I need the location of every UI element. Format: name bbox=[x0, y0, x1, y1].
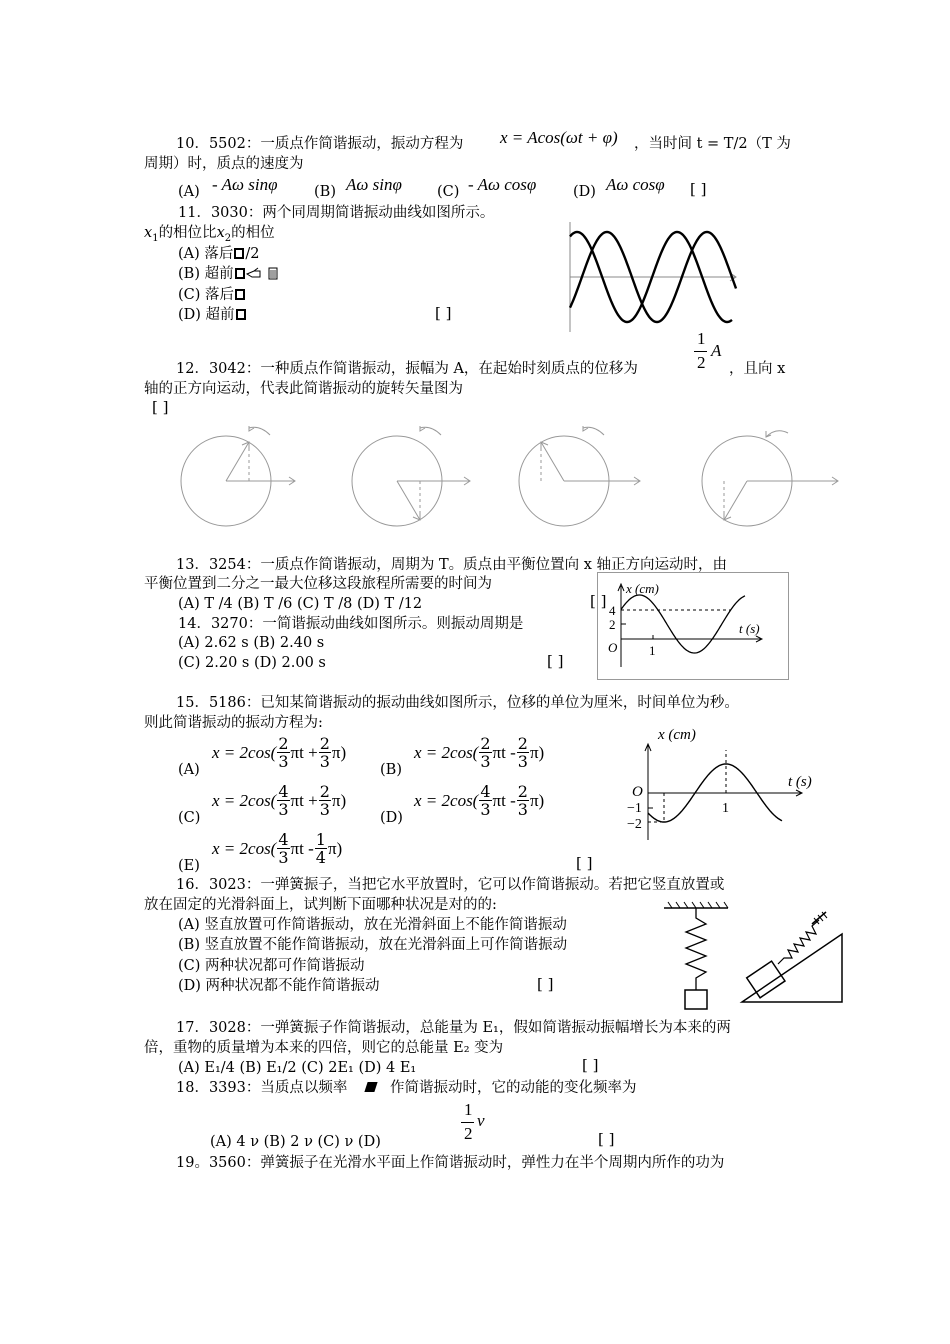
q12-fraction-var: A bbox=[711, 341, 722, 360]
q16-incline-spring bbox=[742, 912, 842, 1002]
fraction-denominator: 3 bbox=[278, 800, 289, 819]
hand-pointer-icon bbox=[246, 267, 280, 280]
q15-answer-bracket[interactable]: [ ] bbox=[576, 854, 593, 872]
q10-option-d-label: (D) bbox=[573, 184, 596, 200]
q10-stem: 10．5502：一质点作简谐振动，振动方程为 bbox=[176, 136, 464, 152]
fraction-coef bbox=[277, 735, 289, 770]
equation-close: π) bbox=[529, 790, 545, 810]
fraction-phase bbox=[319, 783, 331, 818]
q17-stem: 17．3028：一弹簧振子作简谐振动，总能量为 E₁，假如简谐振动振幅增长为本来的两 bbox=[176, 1020, 731, 1036]
missing-glyph-icon bbox=[235, 268, 245, 279]
q15-equation-b bbox=[414, 735, 544, 770]
fraction-denominator: 3 bbox=[480, 752, 491, 771]
q12-stem-tail: ，且向 x bbox=[729, 361, 786, 377]
q16-line2: 放在固定的光滑斜面上，试判断下面哪种状况是对的的: bbox=[144, 897, 497, 913]
equation-pi-t: πt - bbox=[492, 742, 516, 762]
q14-tick-label-4: 4 bbox=[609, 603, 616, 618]
q14-answer-bracket[interactable]: [ ] bbox=[547, 652, 564, 670]
equation-close: π) bbox=[529, 742, 545, 762]
q15-equation-a bbox=[212, 735, 346, 770]
fraction-denominator: 3 bbox=[278, 752, 289, 771]
q13-stem: 13．3254：一质点作简谐振动，周期为 T。质点由平衡位置向 x 轴正方向运动时，由 bbox=[176, 557, 728, 573]
q11-two-waves-graph bbox=[564, 222, 744, 334]
missing-glyph-icon bbox=[235, 289, 245, 300]
fraction-numerator: 4 bbox=[278, 830, 289, 849]
q10-option-a: - Aω sinφ bbox=[212, 175, 278, 194]
q12-fraction-den: 2 bbox=[697, 353, 706, 372]
q11-option-a[interactable] bbox=[178, 244, 260, 264]
q11-option-c[interactable] bbox=[178, 285, 246, 305]
missing-nu-glyph-icon bbox=[364, 1082, 377, 1092]
q11-sub2: 2 bbox=[224, 232, 232, 244]
q17-options[interactable]: (A) E₁/4 (B) E₁/2 (C) 2E₁ (D) 4 E₁ bbox=[178, 1060, 417, 1076]
q16-stem: 16．3023：一弹簧振子，当把它水平放置时，它可以作简谐振动。若把它竖直放置或 bbox=[176, 877, 725, 893]
equation-close: π) bbox=[331, 742, 347, 762]
fraction-phase bbox=[517, 735, 529, 770]
fraction-denominator: 3 bbox=[517, 752, 528, 771]
q18-stem: 18．3393：当质点以频率 bbox=[176, 1080, 348, 1096]
q13-line2: 平衡位置到二分之一最大位移这段旅程所需要的时间为 bbox=[144, 576, 492, 592]
q14-tick-label-2: 2 bbox=[609, 617, 616, 632]
q11-option-a-text: (A) 落后 bbox=[178, 246, 234, 262]
q11-var-x1: x bbox=[144, 225, 153, 241]
q14-stem: 14．3270：一简谐振动曲线如图所示。则振动周期是 bbox=[178, 616, 524, 632]
q18-fraction-num: 1 bbox=[464, 1100, 473, 1119]
q10-answer-bracket[interactable]: [ ] bbox=[690, 180, 707, 198]
fraction-numerator: 2 bbox=[278, 734, 289, 753]
fraction-numerator: 2 bbox=[517, 782, 528, 801]
q11-option-d-text: (D) 超前 bbox=[178, 307, 235, 323]
fraction-phase bbox=[315, 831, 327, 866]
equation-close: π) bbox=[331, 790, 347, 810]
equation-pi-t: πt + bbox=[290, 790, 318, 810]
fraction-numerator: 2 bbox=[319, 734, 330, 753]
q15-option-b-label[interactable]: (B) bbox=[380, 762, 402, 778]
fraction-phase bbox=[319, 735, 331, 770]
equation-pi-t: πt - bbox=[492, 790, 516, 810]
q15-t-label: t (s) bbox=[788, 774, 812, 790]
equation-prefix: x = 2cos( bbox=[212, 742, 277, 762]
q13-options[interactable]: (A) T /4 (B) T /6 (C) T /8 (D) T /12 bbox=[178, 596, 423, 612]
q18-options[interactable]: (A) 4 ν (B) 2 ν (C) ν (D) bbox=[210, 1134, 381, 1150]
q10-option-b: Aω sinφ bbox=[346, 175, 402, 194]
q16-vertical-spring bbox=[664, 902, 728, 1009]
fraction-numerator: 2 bbox=[480, 734, 491, 753]
fraction-denominator: 3 bbox=[480, 800, 491, 819]
fraction-numerator: 4 bbox=[278, 782, 289, 801]
equation-prefix: x = 2cos( bbox=[212, 838, 277, 858]
q11-option-d[interactable] bbox=[178, 305, 247, 325]
q15-tick-label-m1: −1 bbox=[627, 801, 642, 816]
q17-line2: 倍，重物的质量增为本来的四倍，则它的总能量 E₂ 变为 bbox=[144, 1040, 504, 1056]
q14-curve bbox=[621, 595, 745, 653]
q15-vibration-graph bbox=[612, 720, 822, 845]
q11-var-x2: x bbox=[216, 225, 225, 241]
q11-stem: 11．3030：两个同周期简谐振动曲线如图所示。 bbox=[178, 205, 495, 221]
q11-option-a-tail: /2 bbox=[245, 246, 260, 262]
equation-close: π) bbox=[327, 838, 343, 858]
q17-answer-bracket[interactable]: [ ] bbox=[582, 1056, 599, 1074]
q16-spring-figures bbox=[660, 898, 850, 1013]
q14-options-row1[interactable]: (A) 2.62 s (B) 2.40 s bbox=[178, 635, 325, 651]
q10-equation: x = Acos(ωt + φ) bbox=[500, 128, 618, 147]
q18-answer-bracket[interactable]: [ ] bbox=[598, 1130, 615, 1148]
q15-equation-e bbox=[212, 831, 342, 866]
q15-y-label: x (cm) bbox=[658, 727, 696, 743]
fraction-denominator: 3 bbox=[319, 800, 330, 819]
q11-option-c-text: (C) 落后 bbox=[178, 287, 235, 303]
fraction-denominator: 3 bbox=[319, 752, 330, 771]
q19-stem: 19。3560：弹簧振子在光滑水平面上作简谐振动时，弹性力在半个周期内所作的功为 bbox=[176, 1155, 725, 1171]
fraction-coef bbox=[479, 735, 491, 770]
q15-option-c-label[interactable]: (C) bbox=[178, 810, 201, 826]
q10-option-b-label: (B) bbox=[314, 184, 336, 200]
equation-prefix: x = 2cos( bbox=[414, 742, 479, 762]
q12-answer-bracket[interactable]: [ ] bbox=[152, 398, 169, 416]
q15-equation-d bbox=[414, 783, 544, 818]
q12-stem: 12．3042：一种质点作简谐振动，振幅为 A，在起始时刻质点的位移为 bbox=[176, 361, 638, 377]
missing-glyph-icon bbox=[234, 248, 244, 259]
q14-y-label: x (cm) bbox=[626, 581, 659, 596]
q10-stem-tail: ，当时间 t = T/2（T 为 bbox=[634, 136, 791, 152]
q10-option-a-label: (A) bbox=[178, 184, 200, 200]
fraction-coef bbox=[277, 831, 289, 866]
q12-line2: 轴的正方向运动，代表此简谐振动的旋转矢量图为 bbox=[144, 381, 463, 397]
fraction-denominator: 3 bbox=[517, 800, 528, 819]
q14-t-label: t (s) bbox=[739, 621, 760, 636]
q15-option-a-label[interactable]: (A) bbox=[178, 762, 200, 778]
q11-mid: 的相位比 bbox=[158, 225, 217, 241]
equation-prefix: x = 2cos( bbox=[212, 790, 277, 810]
missing-glyph-icon bbox=[236, 309, 246, 320]
fraction-numerator: 2 bbox=[517, 734, 528, 753]
q12-vector-diagram-d bbox=[702, 431, 838, 526]
q16-option-c[interactable]: (C) 两种状况都可作简谐振动 bbox=[178, 958, 365, 974]
q18-stem-tail: 作简谐振动时，它的动能的变化频率为 bbox=[390, 1080, 637, 1096]
fraction-denominator: 3 bbox=[278, 848, 289, 867]
q15-equation-c bbox=[212, 783, 346, 818]
q11-sub1: 1 bbox=[152, 232, 159, 244]
q15-option-d-label[interactable]: (D) bbox=[380, 810, 403, 826]
q15-origin-label: O bbox=[632, 784, 643, 800]
q12-vector-diagram-b bbox=[352, 426, 470, 526]
q10-line2: 周期）时，质点的速度为 bbox=[144, 156, 304, 172]
fraction-numerator: 2 bbox=[319, 782, 330, 801]
q13-answer-bracket[interactable]: [ ] bbox=[590, 592, 607, 610]
q10-option-c: - Aω cosφ bbox=[468, 175, 537, 194]
q18-fraction-var: ν bbox=[477, 1111, 485, 1130]
fraction-numerator: 1 bbox=[315, 830, 326, 849]
fraction-denominator: 4 bbox=[315, 848, 326, 867]
equation-pi-t: πt - bbox=[290, 838, 314, 858]
q16-option-b[interactable]: (B) 竖直放置不能作简谐振动，放在光滑斜面上可作简谐振动 bbox=[178, 937, 568, 953]
q15-line2: 则此简谐振动的振动方程为: bbox=[144, 715, 323, 731]
q12-fraction-bar bbox=[694, 351, 707, 352]
q12-vector-diagram-a bbox=[181, 426, 295, 526]
equation-prefix: x = 2cos( bbox=[414, 790, 479, 810]
fraction-coef bbox=[277, 783, 289, 818]
fraction-numerator: 4 bbox=[480, 782, 491, 801]
q12-vector-diagram-c bbox=[519, 426, 640, 526]
q18-fraction-bar bbox=[461, 1122, 474, 1123]
q12-fraction-num: 1 bbox=[697, 329, 706, 348]
q14-vibration-graph bbox=[597, 572, 789, 680]
q11-answer-bracket[interactable]: [ ] bbox=[435, 304, 452, 322]
q18-fraction-den: 2 bbox=[464, 1124, 473, 1143]
q14-options-row2[interactable]: (C) 2.20 s (D) 2.00 s bbox=[178, 655, 326, 671]
q11-option-b[interactable] bbox=[178, 264, 280, 284]
q10-option-c-label: (C) bbox=[437, 184, 460, 200]
q15-tick-label-1: 1 bbox=[722, 801, 729, 816]
q11-tail: 的相位 bbox=[231, 225, 275, 241]
q14-tick-label-1: 1 bbox=[649, 643, 656, 658]
fraction-coef bbox=[479, 783, 491, 818]
q15-tick-label-m2: −2 bbox=[627, 817, 642, 832]
q15-option-e-label[interactable]: (E) bbox=[178, 858, 200, 874]
q15-stem: 15．5186：已知某简谐振动的振动曲线如图所示，位移的单位为厘米，时间单位为秒。 bbox=[176, 695, 739, 711]
q16-option-a[interactable]: (A) 竖直放置可作简谐振动，放在光滑斜面上不能作简谐振动 bbox=[178, 917, 567, 933]
fraction-phase bbox=[517, 783, 529, 818]
q10-option-d: Aω cosφ bbox=[606, 175, 665, 194]
q16-answer-bracket[interactable]: [ ] bbox=[537, 975, 554, 993]
q11-option-b-text: (B) 超前 bbox=[178, 266, 234, 282]
q14-origin-label: O bbox=[608, 640, 618, 655]
q12-rotating-vector-diagrams bbox=[170, 425, 850, 535]
equation-pi-t: πt + bbox=[290, 742, 318, 762]
q16-option-d[interactable]: (D) 两种状况都不能作简谐振动 bbox=[178, 978, 380, 994]
